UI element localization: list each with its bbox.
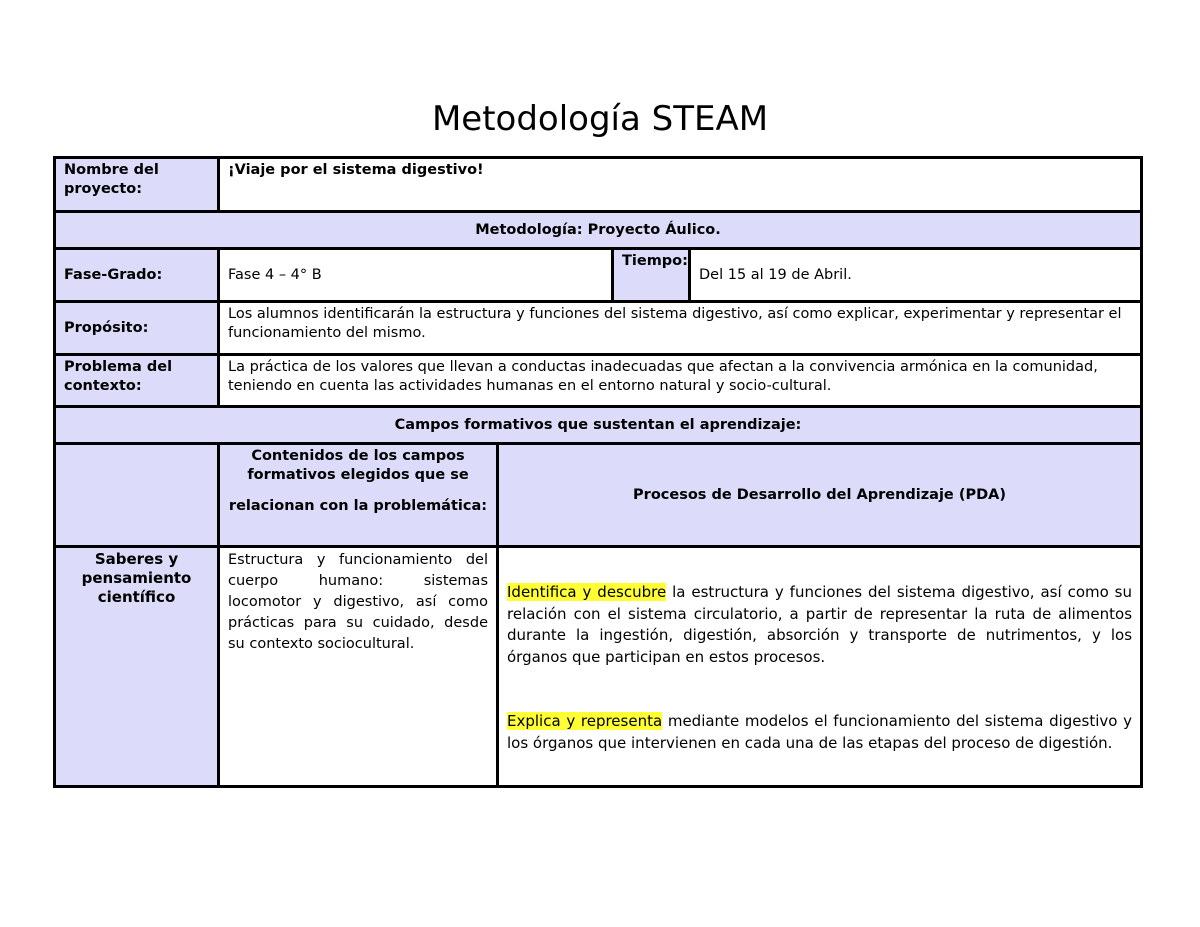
- row-fields-band: [55, 407, 1142, 444]
- phase-value: Fase 4 – 4° B: [219, 249, 613, 302]
- fields-band: Campos formativos que sustentan el aprendizaje:: [55, 407, 1142, 444]
- contents-header: [219, 444, 498, 547]
- time-label: Tiempo:: [613, 249, 690, 302]
- time-value: Del 15 al 19 de Abril.: [690, 249, 1142, 302]
- project-name-label: Nombre del proyecto:: [55, 158, 219, 212]
- row-purpose: [55, 302, 1142, 355]
- contents-header-line1: Contenidos de los campos formativos elegidos que se: [247, 448, 469, 483]
- pda-item-1-highlight: Identifica y descubre: [507, 583, 667, 601]
- row-content: [55, 547, 1142, 787]
- methodology-band: Metodología: Proyecto Áulico.: [55, 212, 1142, 249]
- project-name-value: ¡Viaje por el sistema digestivo!: [219, 158, 1142, 212]
- pda-item-1: [507, 582, 1132, 668]
- content-text: Estructura y funcionamiento del cuerpo humano: sistemas locomotor y digestivo, así como prácticas para su cuidado, desde su contexto sociocultural.: [219, 547, 498, 787]
- row-headers: [55, 444, 1142, 547]
- field-name: Saberes y pensamiento científico: [55, 547, 219, 787]
- purpose-label: Propósito:: [55, 302, 219, 355]
- row-phase: [55, 249, 1142, 302]
- purpose-value: Los alumnos identificarán la estructura y funciones del sistema digestivo, así como explicar, experimentar y representar el funcionamiento del mismo.: [219, 302, 1142, 355]
- problem-value: La práctica de los valores que llevan a conductas inadecuadas que afectan a la convivencia armónica en la comunidad, teniendo en cuenta las actividades humanas en el entorno natural y socio-cultural.: [219, 355, 1142, 407]
- pda-cell: [498, 547, 1142, 787]
- pda-item-2-highlight: Explica y representa: [507, 712, 663, 730]
- pda-item-2-text: mediante modelos el funcionamiento del sistema digestivo y los órganos que intervienen en cada una de las etapas del proceso de digestión.: [507, 712, 1133, 752]
- row-project-name: [55, 158, 1142, 212]
- row-methodology: [55, 212, 1142, 249]
- pda-item-1-text: la estructura y funciones del sistema digestivo, así como su relación con el sistema circulatorio, a partir de representar la ruta de alimentos durante la ingestión, digestión, absorción y transporte de nutrimentos, y los órganos que participan en estos procesos.: [507, 583, 1133, 666]
- empty-header-cell: [55, 444, 219, 547]
- document-title: Metodología STEAM: [431, 99, 769, 139]
- problem-label: Problema del contexto:: [55, 355, 219, 407]
- pda-item-2: [507, 711, 1132, 754]
- contents-header-line2: relacionan con la problemática:: [228, 498, 488, 514]
- row-problem: [55, 355, 1142, 407]
- phase-label: Fase-Grado:: [55, 249, 219, 302]
- pda-header: Procesos de Desarrollo del Aprendizaje (PDA): [498, 444, 1142, 547]
- steam-table: [53, 156, 1143, 788]
